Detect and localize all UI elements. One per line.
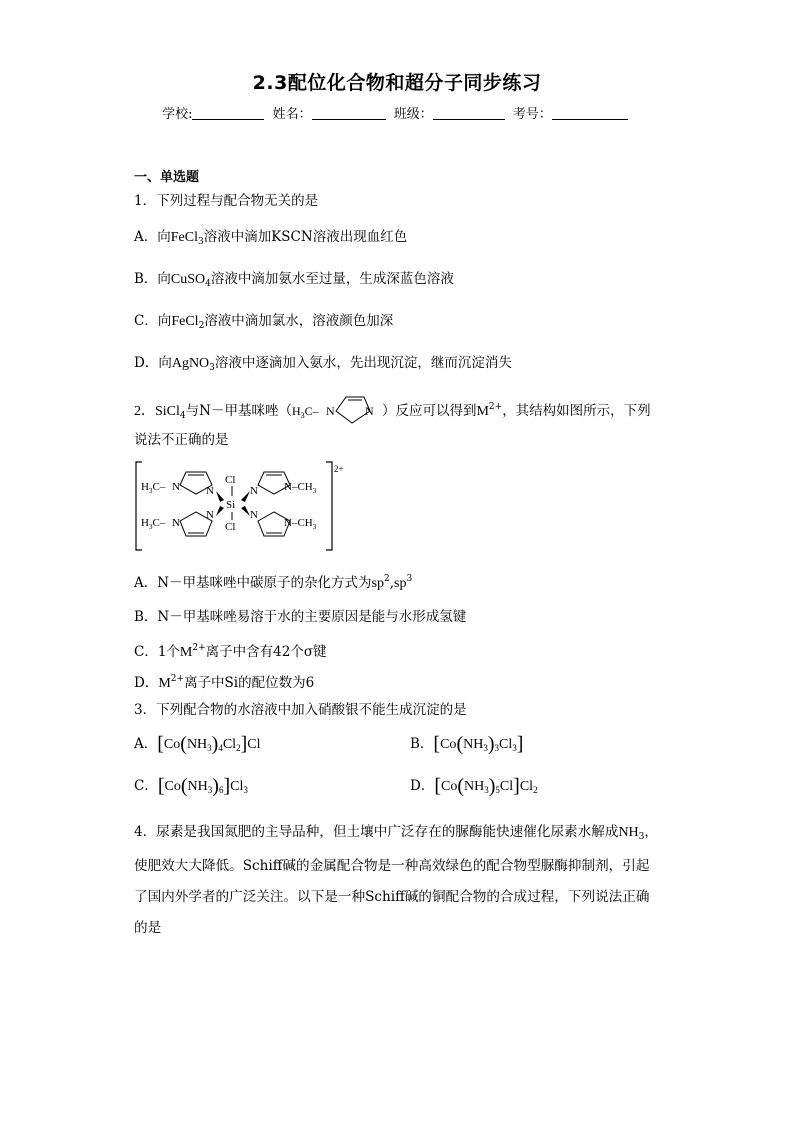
svg-text:N: N — [250, 485, 258, 497]
svg-text:H3C–: $H_3C-$ — [141, 517, 166, 531]
exam-no-field[interactable] — [552, 106, 628, 120]
q1-option-b: B．向CuSO$_4$溶液中滴加氨水至过量，生成深蓝色溶液 — [134, 271, 454, 289]
left-bracket — [136, 462, 142, 550]
q3-stem: 3．下列配合物的水溶液中加入硝酸银不能生成沉淀的是 — [134, 702, 467, 718]
name-label: 姓名： — [272, 107, 312, 122]
si-atom: Si — [226, 499, 236, 511]
ligand-bottom-right — [250, 509, 317, 536]
right-bracket — [326, 462, 332, 550]
q4-line4: 的是 — [134, 920, 162, 936]
section-heading: 一、单选题 — [134, 170, 200, 185]
ligand-top-right — [250, 472, 317, 497]
q2-option-d: D．$M^{2+}$离子中Si的配位数为6 — [134, 674, 315, 691]
cl-top: Cl — [225, 474, 236, 486]
svg-text:N–CH3: $N-CH_3$ — [284, 517, 317, 531]
svg-text:H3C–: $H_3C-$ — [291, 404, 319, 420]
q2-stem-line2: 说法不正确的是 — [134, 432, 229, 448]
q4-line2: 使肥效大大降低。Schiff碱的金属配合物是一种高效绿色的配合物型脲酶抑制剂，引起 — [134, 858, 650, 874]
q4-line3: 了国内外学者的广泛关注。以下是一种Schiff碱的铜配合物的合成过程，下列说法正确 — [134, 889, 650, 905]
q1-stem: 1．下列过程与配合物无关的是 — [134, 193, 319, 209]
exam-no-label: 考号： — [512, 107, 552, 122]
school-label: 学校: — [162, 107, 193, 122]
q2-option-c: C．1个$M^{2+}$离子中含有42个σ键 — [134, 643, 327, 660]
ligand-top-left — [141, 472, 214, 497]
svg-text:N: N — [172, 481, 180, 493]
svg-text:N: N — [206, 509, 214, 521]
q1-option-c: C．向FeCl$_2$溶液中滴加氯水，溶液颜色加深 — [134, 313, 394, 331]
complex-charge: 2+ — [334, 464, 344, 474]
svg-text:N: N — [206, 485, 214, 497]
q2-stem-line1: 2．SiCl$_4$与N－甲基咪唑（ $H_3C-$ N N ）反应可以得到$M^{2+}$，其结构如图所示，下列 — [134, 393, 651, 427]
class-field[interactable] — [433, 106, 505, 120]
q1-option-a: A．向FeCl$_3$溶液中滴加KSCN溶液出现血红色 — [134, 229, 408, 247]
q3-option-b: B．$[Co(NH_3)_3Cl_3]$ — [410, 733, 524, 755]
student-info-line — [0, 103, 794, 122]
q1-option-d: D．向AgNO$_3$溶液中逐滴加入氨水，先出现沉淀，继而沉淀消失 — [134, 355, 512, 373]
cl-bottom: Cl — [225, 521, 236, 533]
svg-text:N: N — [250, 509, 258, 521]
svg-text:H3C–: $H_3C-$ — [141, 481, 166, 495]
svg-text:N: N — [325, 404, 335, 418]
q2-option-b: B．N－甲基咪唑易溶于水的主要原因是能与水形成氢键 — [134, 609, 467, 625]
n-methylimidazole-inline-structure — [292, 393, 382, 427]
page-title: 2.3配位化合物和超分子同步练习 — [252, 72, 542, 94]
ligand-bottom-left — [141, 509, 214, 536]
q3-option-c: C．$[Co(NH_3)_6]Cl_3$ — [134, 775, 248, 797]
school-field[interactable] — [192, 106, 264, 120]
q3-option-a: A．$[Co(NH_3)_4Cl_2]Cl$ — [134, 733, 261, 755]
name-field[interactable] — [312, 106, 386, 120]
q2-option-a: A．N－甲基咪唑中碳原子的杂化方式为$sp^2,sp^3$ — [134, 574, 413, 591]
svg-text:N–CH3: $N-CH_3$ — [284, 481, 317, 495]
class-label: 班级： — [393, 107, 433, 122]
q4-line1: 4．尿素是我国氮肥的主导品种，但土壤中广泛存在的脲酶能快速催化尿素水解成$NH_3$， — [134, 824, 658, 842]
svg-text:N: N — [364, 404, 374, 418]
svg-text:N: N — [172, 517, 180, 529]
m2-complex-structure — [134, 458, 354, 554]
q3-option-d: D．$[Co(NH_3)_5Cl]Cl_2$ — [410, 775, 538, 797]
